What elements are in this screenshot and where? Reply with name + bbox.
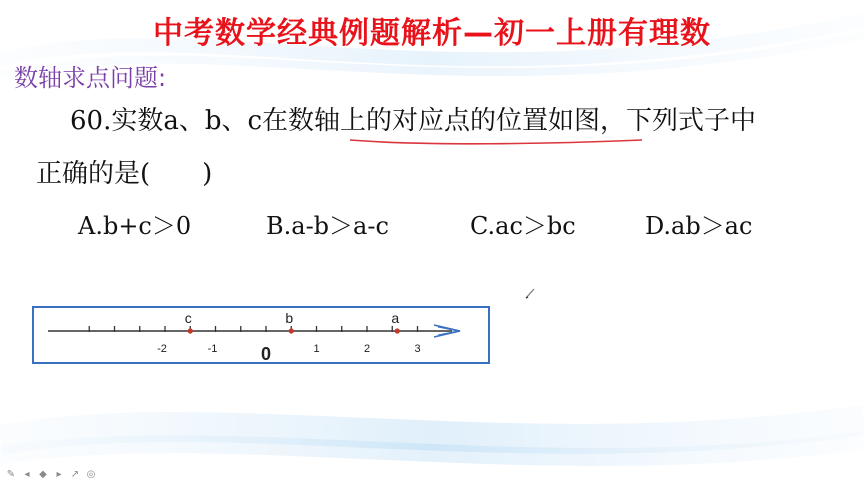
question-line-2: 正确的是( ) [36,159,213,189]
option-b: B.a-b＞a-c [266,212,389,240]
point-b-marker [289,328,294,333]
point-c-marker [188,328,193,333]
option-a: A.b+c＞0 [78,212,192,240]
arrow-left-icon[interactable]: ◂ [24,469,30,480]
eraser-icon[interactable]: ◆ [39,469,47,480]
target-icon[interactable]: ◎ [86,469,96,480]
tick-label: 3 [414,343,421,355]
tick-label: -1 [207,343,218,355]
point-c-label: c [184,310,192,326]
pen-icon[interactable]: ✎ [6,469,16,480]
pointer-icon[interactable]: ↗ [70,469,80,480]
pen-cursor-icon [524,286,538,300]
section-heading: 数轴求点问题: [14,64,167,92]
presentation-toolbar [6,468,96,482]
number-line-svg [34,308,492,366]
point-a-label: a [391,310,400,326]
number-line-figure [32,306,490,364]
question-line-1: 60.实数a、b、c在数轴上的对应点的位置如图，下列式子中 [70,106,757,136]
tick-label: 2 [363,343,371,355]
page-title: 中考数学经典例题解析—初一上册有理数 [153,16,711,51]
option-c: C.ac＞bc [470,212,576,240]
tick-label: -2 [157,343,167,355]
option-d: D.ab＞ac [645,212,753,240]
point-b-label: b [285,310,294,326]
tick-label: 1 [313,343,320,355]
red-underline-annotation [348,134,644,148]
tick-label: 0 [260,344,272,364]
point-a-marker [395,328,400,333]
arrow-right-icon[interactable]: ▸ [56,469,62,480]
